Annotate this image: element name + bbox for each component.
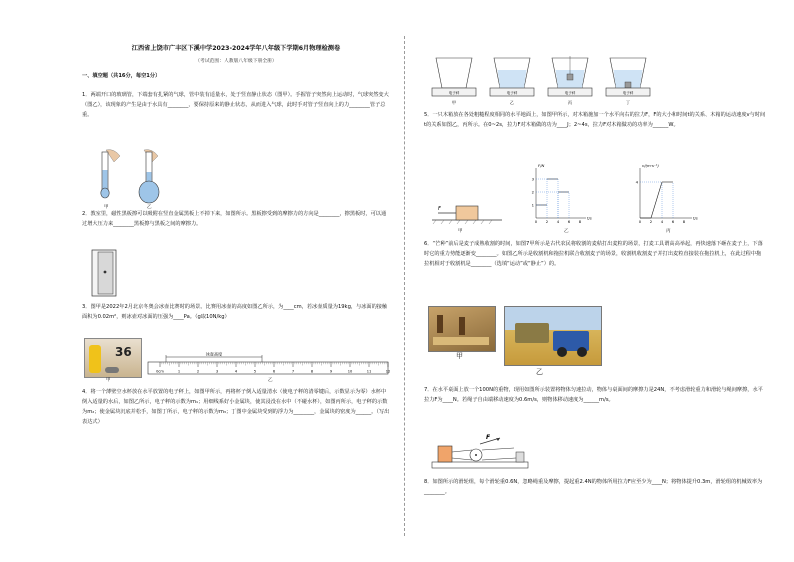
scale-label: 电子秤: [564, 91, 576, 95]
arrow-head: [496, 438, 500, 441]
question-7-text: 7．在水平桌面上放一个100N的重物，现用如图所示装置将物体匀速拉动，物体与桌面间的摩擦力是24N，不考虑滑轮重力和滑轮与绳间摩擦，水平拉力F为____N。若绳子自由端移动速度为0.6m/s，则物体移动速度为______m/s。: [424, 387, 763, 403]
question-7-pulley-figure: [432, 434, 532, 474]
beaker: [436, 58, 472, 88]
fig-label: 甲: [451, 100, 457, 105]
combine-harvester-photo: [504, 306, 602, 366]
scoreboard-number: 36: [115, 345, 132, 359]
y-tick-label: 4: [635, 179, 638, 185]
metal-block: [567, 74, 573, 80]
water-in-tube: [147, 172, 152, 182]
rope: [452, 450, 472, 452]
curling-stone: [105, 367, 119, 373]
column-divider: [404, 36, 405, 536]
tube-small-balloon-figure: [101, 150, 120, 198]
curling-photo: [84, 338, 142, 378]
ruler-tick-label: 5: [253, 369, 257, 374]
question-3-text: 3．图甲是2022年2月北京冬奥会冰壶比赛时的场景。比赛用冰壶的高度如图乙所示，为____cm，若冰壶质量为19kg，与冰面的接触面积为0.02m²，则冰壶对冰面的压强为____Pa。（g取10N/kg）: [82, 304, 388, 320]
scale-label: 电子秤: [448, 91, 460, 95]
rope: [482, 448, 514, 450]
y-tick-label: 1: [531, 202, 534, 208]
metal-block: [625, 82, 631, 88]
ruler-tick-label: 10: [347, 369, 353, 374]
x-tick-label: 2: [545, 219, 549, 224]
wooden-box: [456, 206, 478, 220]
pulley-axle: [475, 454, 477, 456]
farmer-figure: [459, 317, 465, 335]
question-1-text: 1．两端开口的玻璃管，下端套有扎紧的气球，管中装有适量水，处于竖直静止状态（图甲）。手握管子突然向上运动时，气球突然变大（图乙），该现象的产生是由于水具有________，要保持原来的静止状态，从而进入气球，此时手对管子竖直向上的力________管子总重。: [82, 92, 389, 118]
ruler-tick-label: 3: [215, 369, 219, 374]
ancient-threshing-photo: [428, 306, 496, 352]
x-tick-label: 4: [556, 219, 560, 224]
ruler-tick-label: 6: [272, 369, 276, 374]
x-tick-label: 8: [682, 219, 686, 224]
tube-large-balloon-figure: [139, 150, 159, 203]
fig-label: 乙: [509, 100, 515, 105]
velocity-time-graph: [630, 160, 710, 226]
question-5-box-figure: [432, 198, 502, 228]
ground-hatching: [433, 220, 492, 224]
x-tick-label: 6: [671, 219, 675, 224]
page-subtitle: （考试范围：人教版八年级下册全册）: [195, 59, 277, 64]
fig-label-jia: 甲: [456, 352, 463, 360]
fig-label: 丁: [625, 100, 631, 105]
fig-label-yi: 乙: [536, 368, 543, 376]
x-tick-label: 6: [567, 219, 571, 224]
y-tick-label: 3: [531, 176, 534, 182]
x-tick-label: 0: [638, 219, 642, 224]
fig-label-yi: 乙: [564, 229, 569, 234]
ruler-tick-label: 4: [234, 369, 238, 374]
scale-label: 电子秤: [622, 91, 634, 95]
section-heading: 一、填空题（共16分，每空1分）: [82, 73, 161, 79]
question-6-text: 6．“芒种”前后是麦子成熟收割的时间，如图7甲所示是古代农民将收割的麦秸打出麦粒的场景，打麦工具谓高高举起，再快速落下砸在麦子上，下落时它的重力势能逐渐变________。如图乙所示是收割机和拖拉机联合收割麦子的场景，收割机收割麦子并打出麦粒直接装在拖拉机上，在此过程中拖拉机相对于收割机是________（选填“运动”或“静止”）的。: [424, 241, 763, 267]
athlete-figure: [89, 345, 101, 373]
tractor-wheel: [577, 347, 587, 357]
fig-label-yi: 乙: [268, 378, 273, 383]
rope: [452, 458, 472, 460]
ruler-tick-label: 11: [366, 369, 372, 374]
x-tick-label: 8: [578, 219, 582, 224]
ruler-tick-label: 2: [196, 369, 200, 374]
ruler-tick-label: 1: [177, 369, 181, 374]
scale-label: 电子秤: [506, 91, 518, 95]
harvester-figure: [515, 323, 549, 343]
x-axis-label: t/s: [693, 215, 698, 221]
fig-label-jia: 甲: [106, 378, 111, 383]
ruler-tick-label: 9: [329, 369, 333, 374]
y-axis-label: F/N: [538, 163, 545, 168]
x-tick-label: 0: [534, 219, 538, 224]
fig-label: 丙: [567, 100, 573, 105]
wheat-pile: [433, 337, 489, 345]
force-time-graph: [528, 160, 600, 226]
water: [498, 70, 527, 88]
magnet-dot: [104, 271, 107, 274]
fig-label-yi: 乙: [147, 205, 152, 210]
fig-label-jia: 甲: [104, 205, 109, 210]
beaker-scale-figure: [430, 56, 660, 108]
question-4-text: 4．将一个薄壁空水杯放在水平放置的电子秤上，如图甲所示，再将杯子倒入适量清水（使电子秤的清零键后，示数显示为零）水杯中倒入适量的水后，如图乙所示，电子秤的示数为m₁；用细线系好小金属块，使其浸没在水中（不碰水杯），如图丙所示，电子秤的示数为m₂；使金属块沉底并松手，如图丁所示，电子秤的示数为m₃；丁图中金属块受到的浮力为________，金属块的密度为______。（写出表达式）: [82, 389, 390, 425]
tractor-wheel: [557, 347, 567, 357]
water-in-tube: [103, 170, 108, 190]
question-2-text: 2．教室里，磁性黑板擦可以吸附在竖直金属黑板上不掉下来，如图所示。黑板擦受到的摩擦力的方向是________，擦黑板时，可以通过增大压力来________黑板擦与黑板之间的摩擦力。: [82, 211, 387, 227]
question-5-text: 5．一只木箱放在各处粗糙程度相同的水平地面上，如图甲所示，对木箱施加一个水平向右的拉力F，F的大小和时间t的关系、木箱的运动速度v与时间t的关系如图乙，丙所示。在0~2s，拉力F对木箱做的功为____J；2~4s，拉力F对木箱做功的功率为______W。: [424, 112, 766, 128]
x-tick-label: 2: [649, 219, 653, 224]
y-axis-label: v/(m·s⁻¹): [642, 163, 659, 168]
ruler-tick-label: 12: [385, 369, 391, 374]
ruler-tick-label: 7: [291, 369, 295, 374]
ruler-label: 冰壶高度: [205, 351, 223, 357]
velocity-segment: [651, 182, 662, 218]
wall-hook: [516, 452, 524, 462]
page-title: 江西省上饶市广丰区下溪中学2023-2024学年八年级下学期6月物理检测卷: [131, 45, 341, 52]
force-label: F: [486, 434, 491, 441]
large-balloon: [139, 181, 159, 203]
small-balloon: [101, 188, 109, 198]
rope: [482, 458, 516, 460]
ruler-tick-label: 0cm: [156, 369, 164, 374]
ruler-tick-label: 8: [310, 369, 314, 374]
question-8-text: 8．如图所示的滑轮组，每个滑轮重0.6N，忽略绳重及摩擦，提起重2.4N的物体所用拉力F应至少为____N；将物体提升0.3m，滑轮组的机械效率为________。: [424, 479, 763, 495]
ruler-figure: [148, 352, 390, 376]
force-label: F: [438, 206, 441, 212]
fig-label-bing: 丙: [666, 229, 671, 234]
farmer-figure: [437, 315, 443, 333]
x-axis-label: t/s: [587, 215, 592, 221]
heavy-object: [438, 446, 452, 462]
question-1-figure: [92, 148, 182, 210]
fig-label-jia: 甲: [458, 229, 463, 234]
table-surface: [432, 462, 528, 468]
question-2-figure: [92, 250, 122, 298]
x-tick-label: 4: [660, 219, 664, 224]
y-tick-label: 2: [531, 189, 534, 195]
